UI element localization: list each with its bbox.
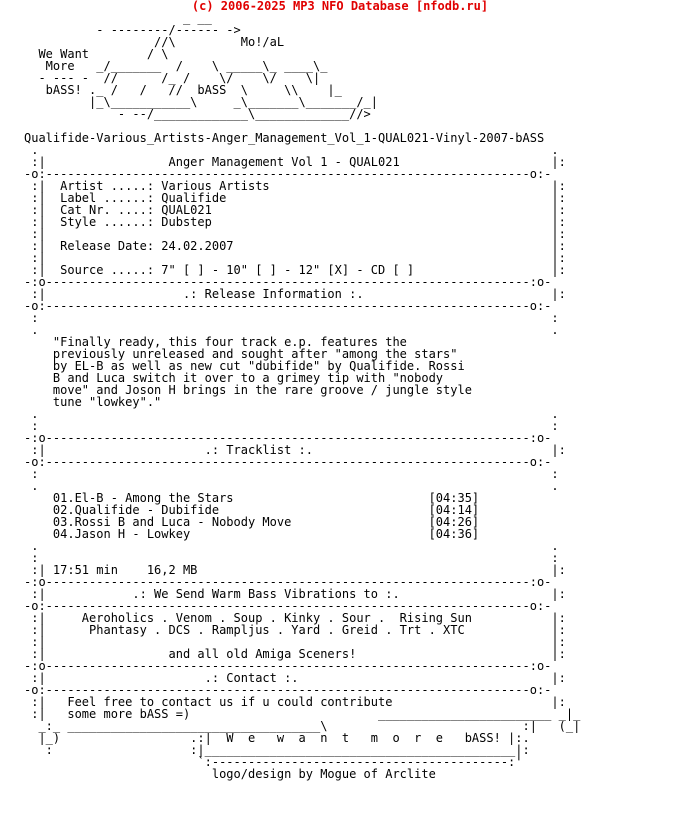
nfo-line: -:o-------------------------------------------------------------------:o- <box>24 275 552 289</box>
nfo-line: More _/_______ / \ _____\_ ____\_ <box>24 59 328 73</box>
nfo-line: |_\___________\ _\_______\_______/_| <box>24 95 379 109</box>
nfo-line: by EL-B as well as new cut "dubifide" by Qualifide. Rossi <box>24 359 465 373</box>
nfo-line: :| .: Contact :. |: <box>24 671 566 685</box>
nfo-line: "Finally ready, this four track e.p. features the <box>24 335 407 349</box>
nfo-line: . . <box>24 143 559 157</box>
nfo-line: -o:-------------------------------------------------------------------o:- <box>24 455 552 469</box>
nfo-line: previously unreleased and sought after "among the stars" <box>24 347 458 361</box>
nfo-line: 01.El-B - Among the Stars [04:35] <box>24 491 480 505</box>
nfo-line: :| Cat Nr. ....: QUAL021 |: <box>24 203 566 217</box>
nfo-line: :| .: We Send Warm Bass Vibrations to :. |: <box>24 587 566 601</box>
site-header: (c) 2006-2025 MP3 NFO Database [nfodb.ru] <box>191 0 489 13</box>
nfo-line: -:o-------------------------------------------------------------------:o- <box>24 575 552 589</box>
nfo-line: :| Anger Management Vol 1 - QUAL021 |: <box>24 155 566 169</box>
nfo-line: -o:-------------------------------------------------------------------o:- <box>24 299 552 313</box>
nfo-line: :| .: Tracklist :. |: <box>24 443 566 457</box>
nfo-line: . . <box>24 539 559 553</box>
nfo-line: |_) .:| W e w a n t m o r e bASS! |:. <box>24 731 530 745</box>
nfo-line: 03.Rossi B and Luca - Nobody Move [04:26] <box>24 515 480 529</box>
nfo-line: -:o-------------------------------------------------------------------:o- <box>24 659 552 673</box>
nfo-line: -:o-------------------------------------------------------------------:o- <box>24 431 552 445</box>
nfo-line: : : <box>24 311 559 325</box>
nfo-line: :| .: Release Information :. |: <box>24 287 566 301</box>
nfo-text <box>24 12 580 780</box>
nfo-line: -o:-------------------------------------------------------------------o:- <box>24 167 552 181</box>
nfo-line: :| Feel free to contact us if u could contribute |: <box>24 695 566 709</box>
nfo-line: 02.Qualifide - Dubifide [04:14] <box>24 503 480 517</box>
nfo-line: . . <box>24 479 559 493</box>
nfo-line: bASS! ._ / / // bASS \ \\ |_ <box>24 83 342 97</box>
nfo-line: _:_ ___________________________________\ :| (_| <box>24 719 581 733</box>
nfo-line: - --/_____________\_____________//> <box>24 107 371 121</box>
nfo-line: :| 17:51 min 16,2 MB |: <box>24 563 566 577</box>
nfo-line: :| Artist .....: Various Artists |: <box>24 179 566 193</box>
nfo-line: -o:-------------------------------------------------------------------o:- <box>24 599 552 613</box>
nfo-line: :| some more bASS =) ________________________ _|_ <box>24 707 581 721</box>
nfo-line: `:-----------------------------------------:' <box>24 755 523 769</box>
nfo-line: : : <box>24 467 559 481</box>
nfo-line: :| Aeroholics . Venom . Soup . Kinky . Sour . Rising Sun |: <box>24 611 566 625</box>
nfo-line: We Want / \ <box>24 47 169 61</box>
nfo-line: :| Style ......: Dubstep |: <box>24 215 566 229</box>
nfo-line: 04.Jason H - Lowkey [04:36] <box>24 527 480 541</box>
nfo-line: -o:-------------------------------------------------------------------o:- <box>24 683 552 697</box>
nfo-line: : : <box>24 551 559 565</box>
nfo-line: . . <box>24 407 559 421</box>
nfo-line: //\ Mo!/aL <box>24 35 285 49</box>
nfo-line: : : <box>24 419 559 433</box>
nfo-line: B and Luca switch it over to a grimey tip with "nobody <box>24 371 444 385</box>
nfo-line: logo/design by Mogue of Arclite <box>24 767 436 781</box>
nfo-line: . . <box>24 323 559 337</box>
nfo-line: move" and Joson H brings in the rare groove / jungle style <box>24 383 472 397</box>
nfo-line: :| Source .....: 7" [ ] - 10" [ ] - 12" [X] - CD [ ] |: <box>24 263 566 277</box>
nfo-line: :| Release Date: 24.02.2007 |: <box>24 239 566 253</box>
nfo-line: - --------/------ -> <box>24 23 241 37</box>
nfo-line: :| and all old Amiga Sceners! |: <box>24 647 566 661</box>
nfo-line: :| |: <box>24 635 566 649</box>
nfo-line: _ __ <box>24 11 212 25</box>
nfo-line: : :|___________________________________________|: <box>24 743 530 757</box>
nfo-line: :| Phantasy . DCS . Rampljus . Yard . Greid . Trt . XTC |: <box>24 623 566 637</box>
nfo-line: :| |: <box>24 251 566 265</box>
nfo-line: :| |: <box>24 227 566 241</box>
nfo-line: :| Label ......: Qualifide |: <box>24 191 566 205</box>
nfo-line: Qualifide-Various_Artists-Anger_Management_Vol_1-QUAL021-Vinyl-2007-bASS <box>24 131 545 145</box>
nfo-line: tune "lowkey"." <box>24 395 162 409</box>
nfo-line: - --- - // /_ / \/ \/ \| <box>24 71 321 85</box>
